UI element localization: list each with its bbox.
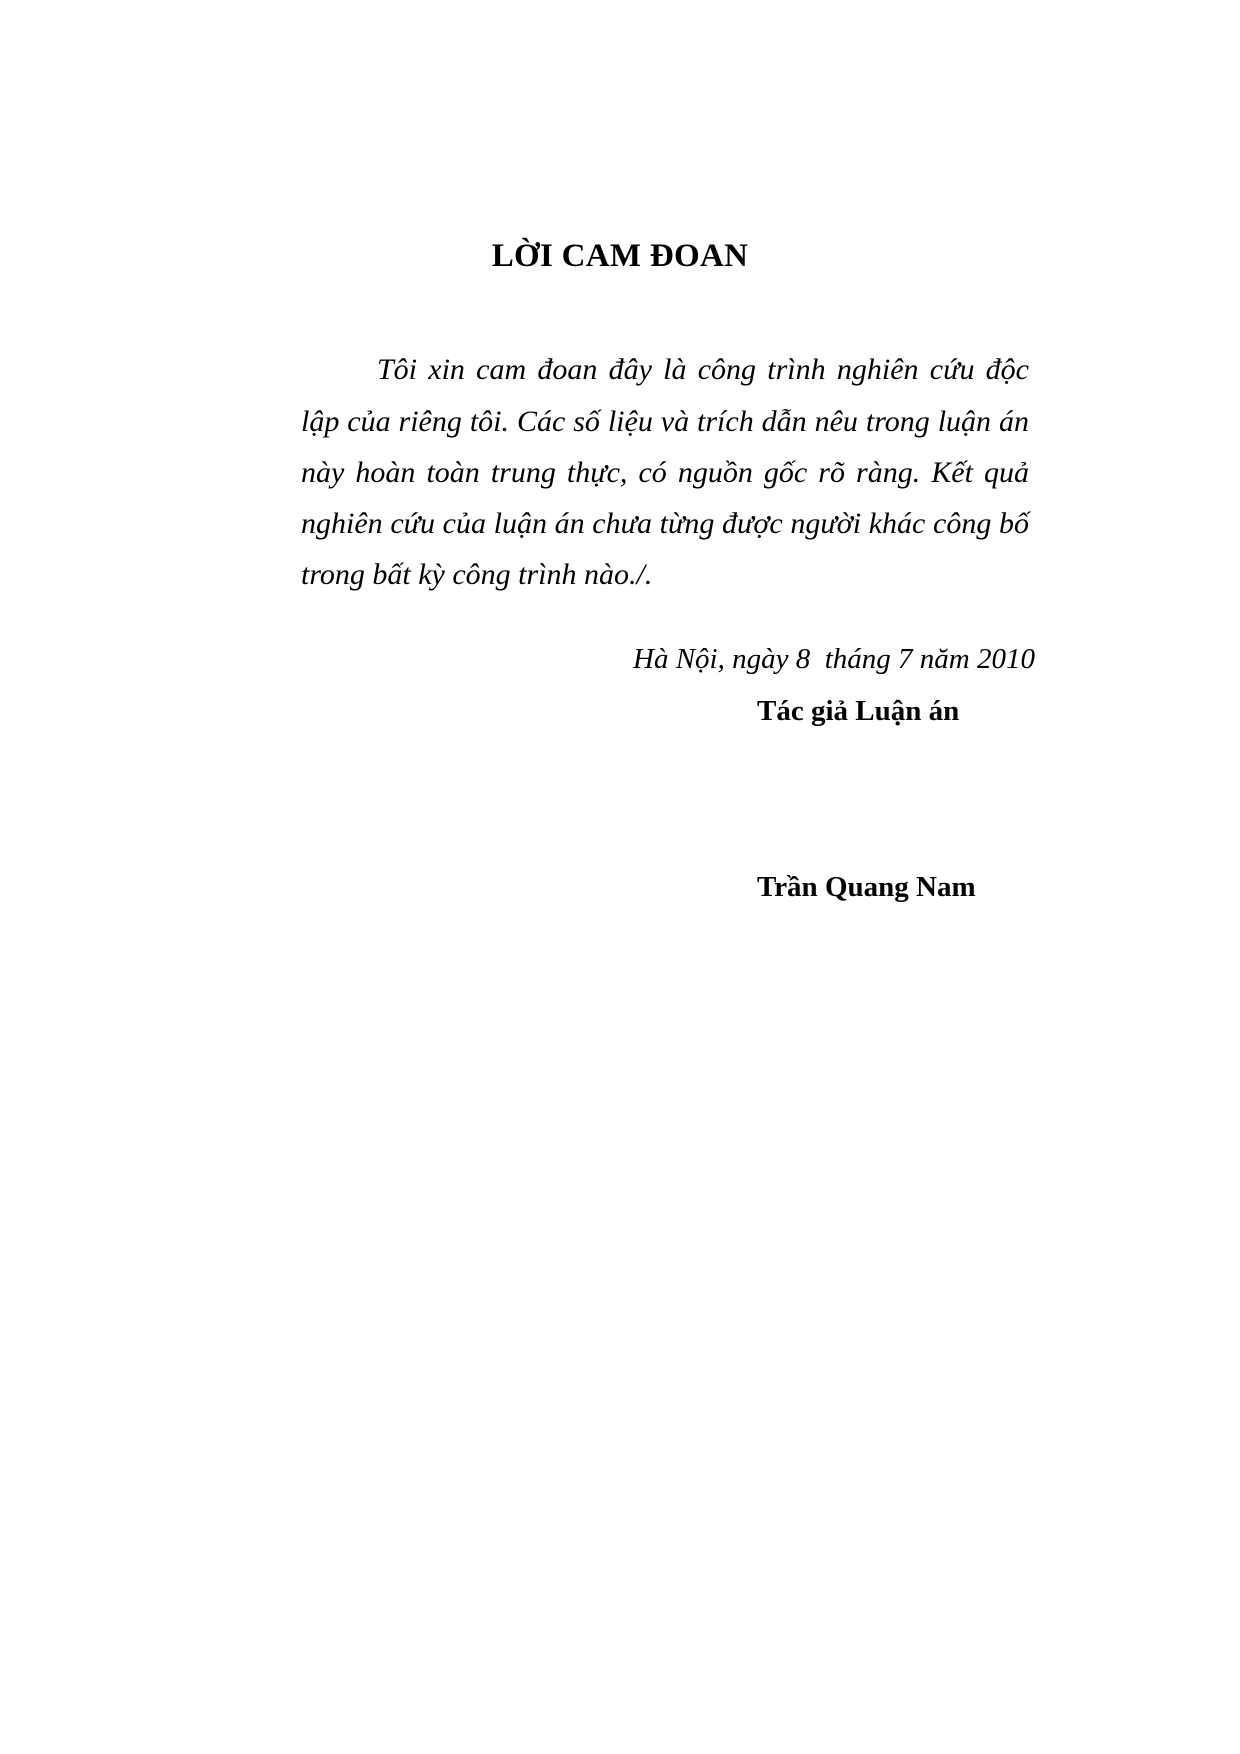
author-name: Trần Quang Nam bbox=[757, 871, 976, 903]
paragraph-line: trong bất kỳ công trình nào./. bbox=[301, 558, 653, 591]
date-line: Hà Nội, ngày 8 tháng 7 năm 2010 bbox=[633, 643, 1035, 675]
paragraph-line: lập của riêng tôi. Các số liệu và trích dẫn nêu trong luận án bbox=[301, 405, 1029, 438]
paragraph-line: nghiên cứu của luận án chưa từng được người khác công bố bbox=[301, 507, 1029, 540]
paragraph-line: Tôi xin cam đoan đây là công trình nghiên cứu độc bbox=[377, 353, 1029, 386]
paragraph-line: này hoàn toàn trung thực, có nguồn gốc rõ ràng. Kết quả bbox=[301, 456, 1029, 489]
document-title: LỜI CAM ĐOAN bbox=[491, 238, 749, 274]
author-label: Tác giả Luận án bbox=[757, 695, 960, 727]
